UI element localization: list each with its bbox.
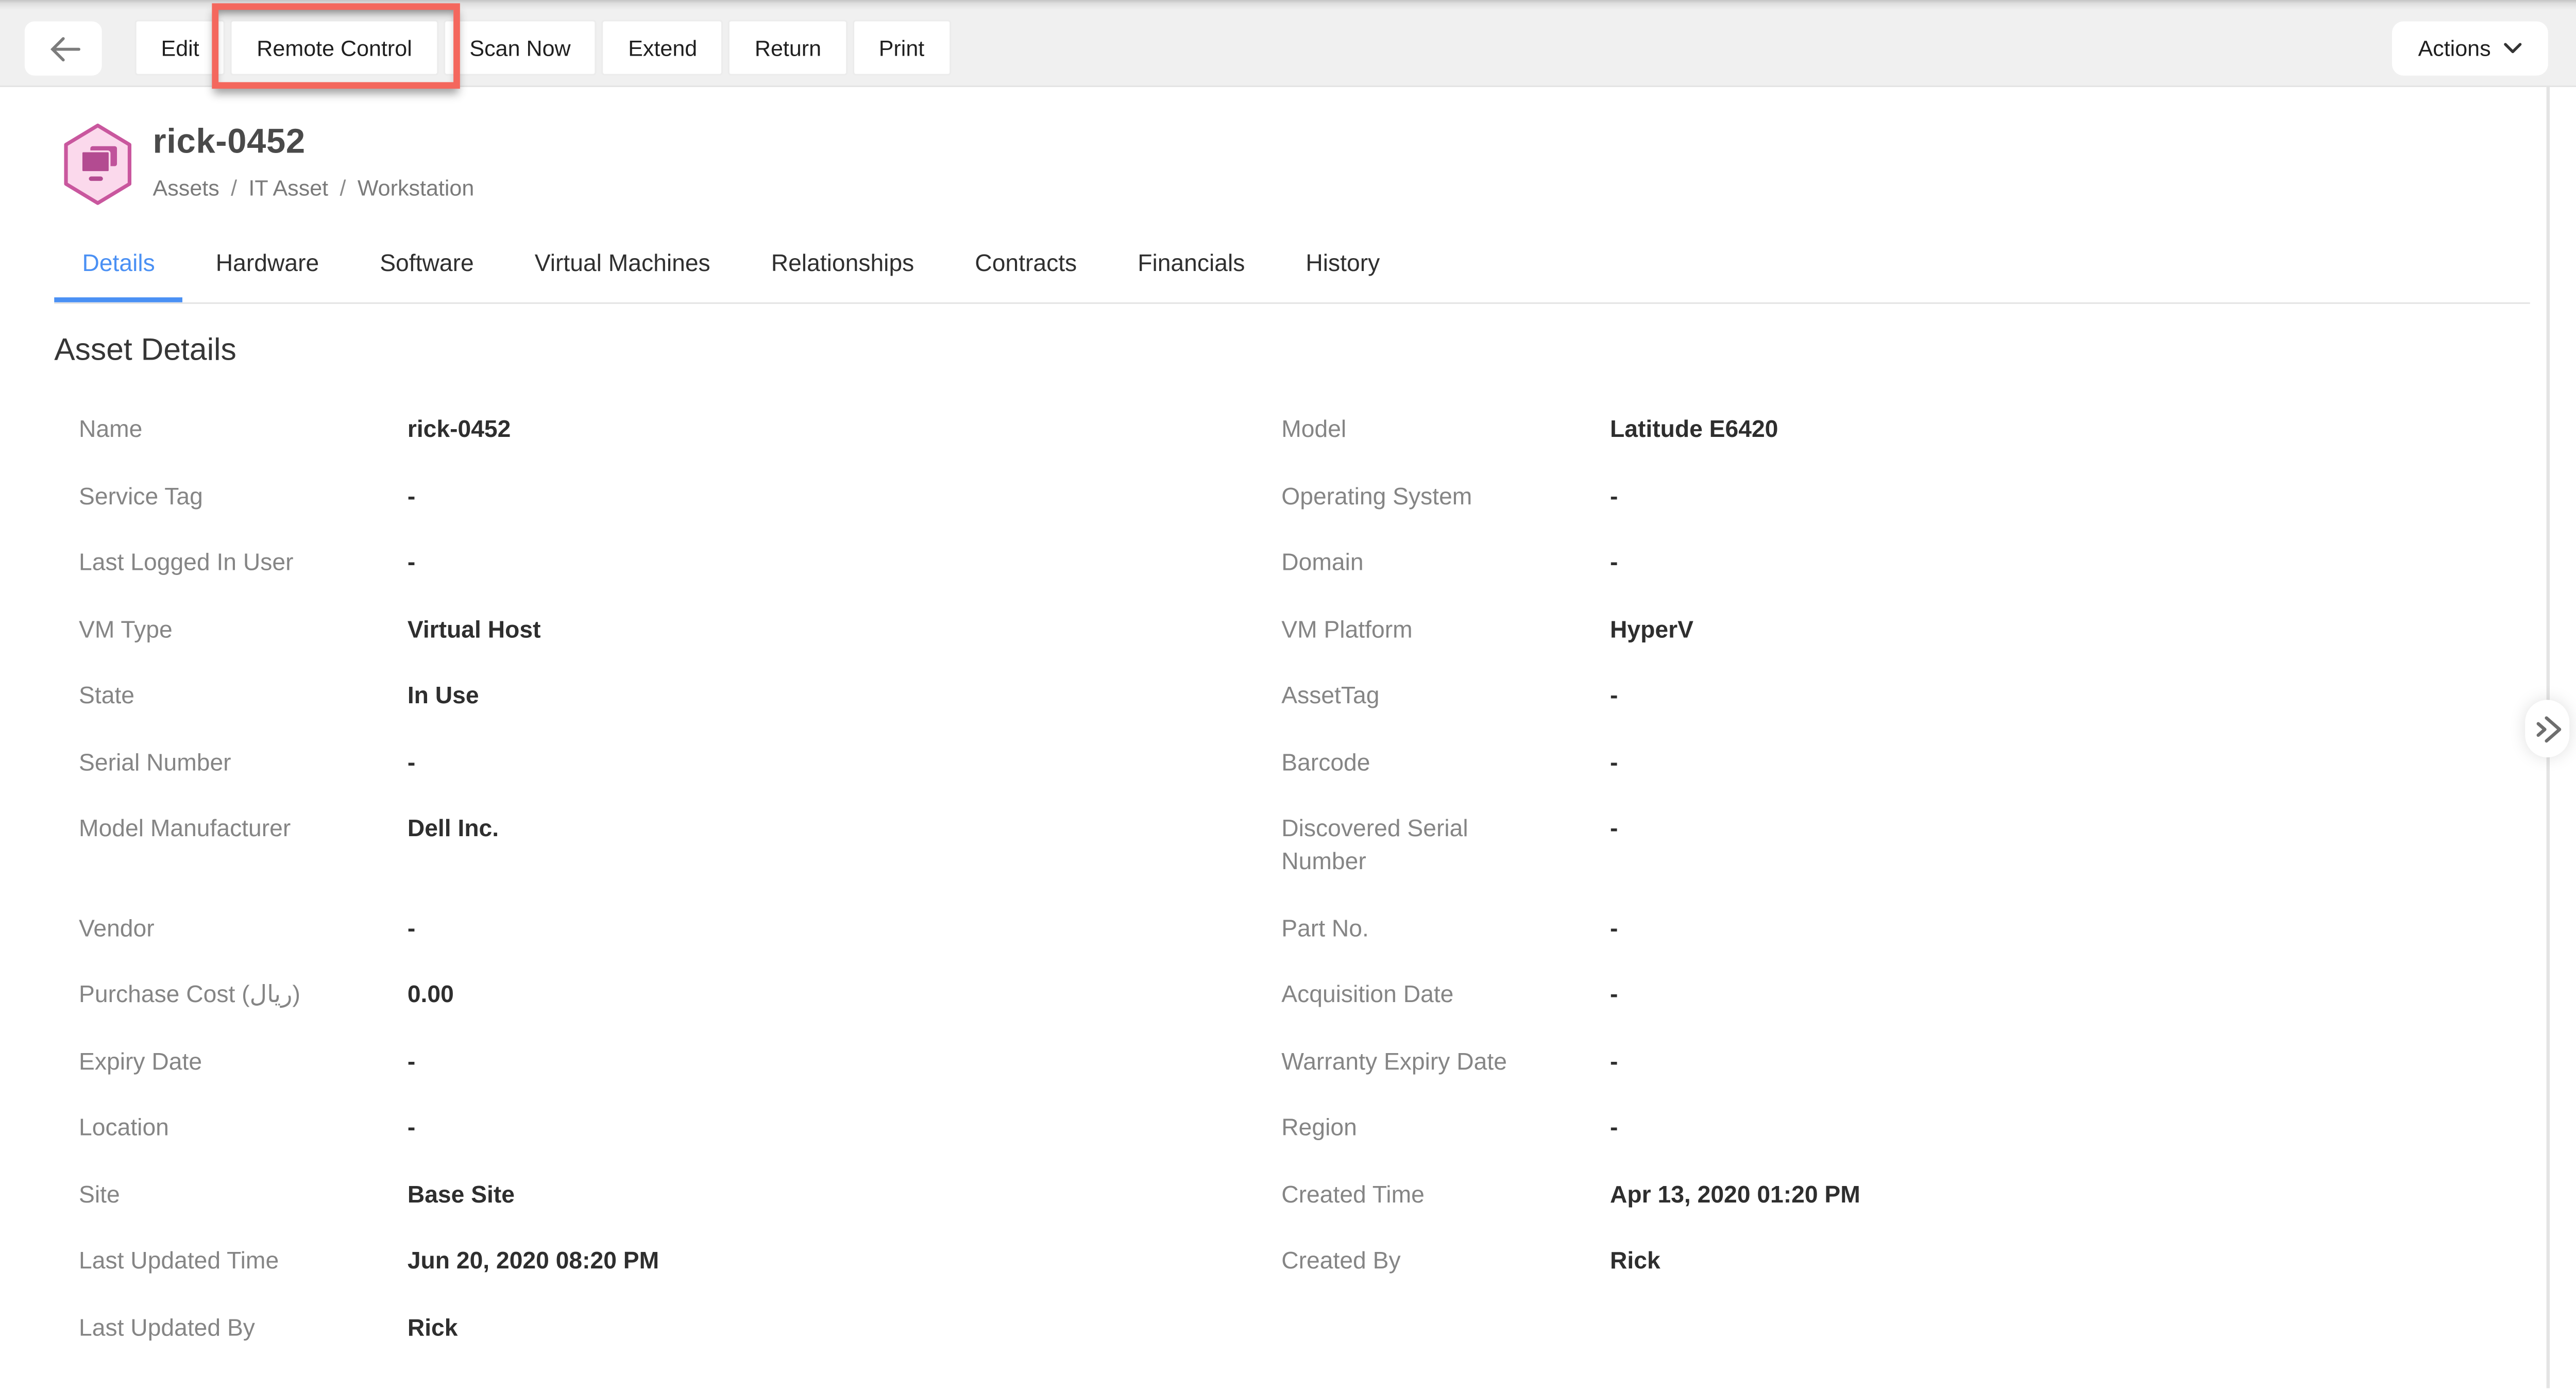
field-label: Part No. [1281,916,1369,942]
field-label: Service Tag [79,484,203,511]
field-label: Domain [1281,550,1364,577]
scan-now-button[interactable]: Scan Now [443,20,597,75]
field-row-site [79,1179,1281,1212]
field-label: AssetTag [1281,683,1380,710]
field-row-vm-platform [1281,614,2497,647]
field-label: Warranty Expiry Date [1281,1049,1507,1076]
asset-details-grid [79,414,2576,1379]
edit-button[interactable]: Edit [134,20,225,75]
tab-contracts[interactable]: Contracts [975,251,1077,278]
field-label: VM Type [79,617,173,643]
field-value: - [407,750,416,776]
tab-software[interactable]: Software [380,251,474,278]
breadcrumb-item-workstation[interactable]: Workstation [357,176,474,201]
field-row-serial-number [79,747,1281,780]
tab-financials[interactable]: Financials [1138,251,1245,278]
breadcrumb-item-it-asset[interactable]: IT Asset [248,176,329,201]
workstation-monitor-icon [61,122,134,207]
actions-dropdown-button[interactable] [2392,21,2548,75]
field-label: Acquisition Date [1281,982,1454,1009]
field-row-region [1281,1112,2497,1145]
field-value: - [407,484,416,511]
page-title: rick-0452 [152,123,306,161]
field-row-vm-type [79,614,1281,647]
breadcrumb [153,176,474,200]
field-value: - [1610,550,1618,577]
field-value: - [407,1115,416,1142]
tab-relationships[interactable]: Relationships [771,251,914,278]
field-value: - [1610,1115,1618,1142]
remote-control-button[interactable]: Remote Control [230,20,438,75]
breadcrumb-item-assets[interactable]: Assets [152,176,219,201]
tab-virtual-machines[interactable]: Virtual Machines [534,251,710,278]
field-row-vendor [79,912,1281,945]
field-label: Last Updated Time [79,1248,279,1275]
toolbar-button-group [134,20,951,75]
field-value: - [407,916,416,942]
field-value: - [1610,683,1618,710]
back-button[interactable] [25,21,102,75]
asset-header-text [153,122,474,200]
remote-control-wrap [230,20,438,75]
field-value: Dell Inc. [407,816,499,843]
return-button[interactable]: Return [728,20,848,75]
tab-details[interactable]: Details [54,233,183,302]
field-value: 0.00 [407,982,454,1009]
field-label: Discovered Serial Number [1281,816,1468,876]
field-row-part-no [1281,912,2497,945]
arrow-left-icon [45,33,81,63]
extend-button[interactable]: Extend [602,20,723,75]
field-row-acquisition-date [1281,979,2497,1012]
field-value: Latitude E6420 [1610,417,1778,444]
field-label: Region [1281,1115,1357,1142]
expand-side-panel-button[interactable] [2525,700,2569,757]
field-row-last-updated-by [79,1312,1281,1345]
field-row-barcode [1281,747,2497,780]
breadcrumb-separator: / [231,176,238,201]
field-label: Barcode [1281,750,1370,776]
field-row-assettag [1281,680,2497,713]
field-value: - [1610,982,1618,1009]
field-value: - [1610,750,1618,776]
field-label: Model [1281,417,1347,444]
field-row-last-logged-in-user [79,547,1281,580]
tab-hardware[interactable]: Hardware [215,251,319,278]
field-label: Expiry Date [79,1049,202,1076]
actions-label: Actions [2418,36,2491,61]
field-label: Created Time [1281,1182,1425,1209]
chevron-down-icon [2504,43,2522,54]
field-value: - [407,550,416,577]
field-row-domain [1281,547,2497,580]
section-title-asset-details: Asset Details [54,333,236,368]
tab-history[interactable]: History [1306,251,1380,278]
field-row-discovered-serial-number [1281,813,2497,879]
tab-bar [54,233,2530,304]
double-chevron-right-icon [2534,714,2561,743]
field-row-purchase-cost [79,979,1281,1012]
field-row-operating-system [1281,481,2497,514]
field-label: State [79,683,135,710]
field-value: - [1610,916,1618,942]
field-row-created-time [1281,1179,2497,1212]
field-label: VM Platform [1281,617,1413,643]
field-label: Vendor [79,916,155,942]
field-label: Created By [1281,1248,1401,1275]
field-value: - [1610,484,1618,511]
field-label: Model Manufacturer [79,816,291,843]
field-value: - [1610,1049,1618,1076]
details-column-right [1281,414,2497,1379]
field-value: Apr 13, 2020 01:20 PM [1610,1182,1860,1209]
field-row-state [79,680,1281,713]
field-value: Jun 20, 2020 08:20 PM [407,1248,659,1275]
field-label: Site [79,1182,120,1209]
field-label: Location [79,1115,169,1142]
field-value: Base Site [407,1182,515,1209]
field-value: In Use [407,683,479,710]
field-label: Name [79,417,143,444]
field-row-name [79,414,1281,447]
field-row-expiry-date [79,1046,1281,1079]
field-value: rick-0452 [407,417,511,444]
field-value: Virtual Host [407,617,541,643]
field-row-location [79,1112,1281,1145]
field-value: Rick [407,1315,458,1342]
toolbar [0,0,2576,87]
field-row-model [1281,414,2497,447]
field-row-created-by [1281,1245,2497,1278]
breadcrumb-separator: / [340,176,346,201]
field-row-service-tag [79,481,1281,514]
field-value: HyperV [1610,617,1693,643]
field-value: Rick [1610,1248,1660,1275]
field-value: - [407,1049,416,1076]
print-button[interactable]: Print [853,20,951,75]
field-label: Serial Number [79,750,231,776]
field-label: Last Updated By [79,1315,255,1342]
field-label: Purchase Cost (ريال) [79,982,300,1009]
field-label: Last Logged In User [79,550,294,577]
field-row-last-updated-time [79,1245,1281,1278]
field-value: - [1610,816,1618,843]
asset-header [61,122,2576,207]
details-column-left [79,414,1281,1379]
field-label: Operating System [1281,484,1472,511]
field-row-model-manufacturer [79,813,1281,879]
field-row-warranty-expiry-date [1281,1046,2497,1079]
